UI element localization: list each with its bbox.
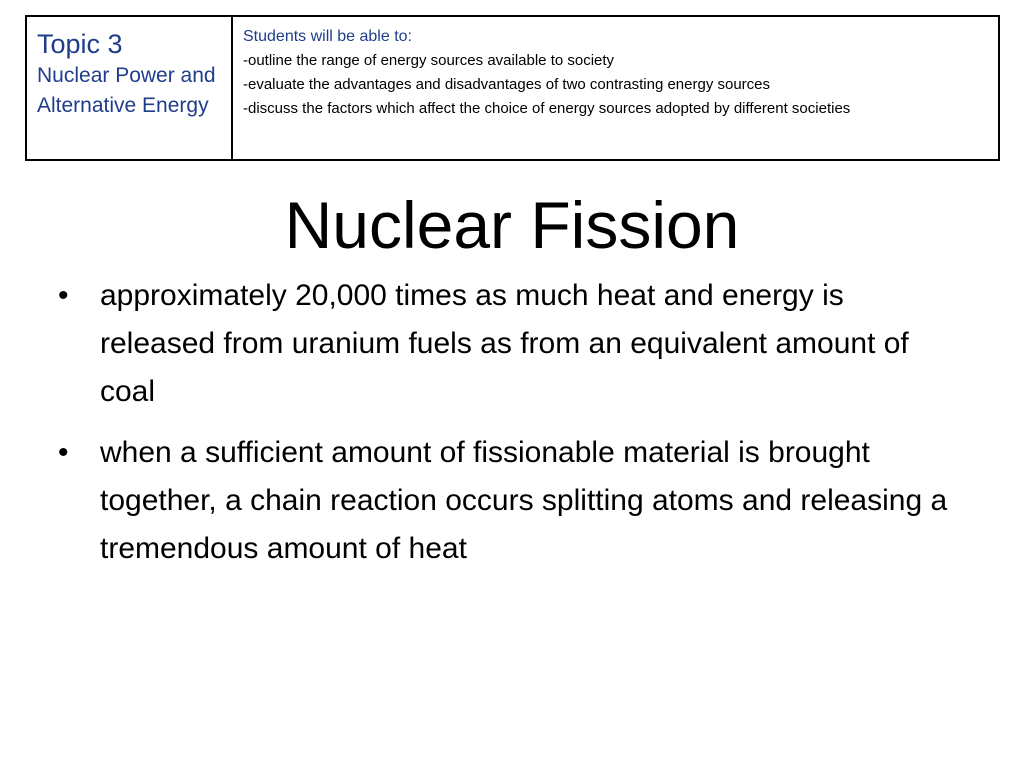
objectives-cell bbox=[233, 17, 998, 159]
topic-header-table bbox=[25, 15, 1000, 161]
topic-cell bbox=[27, 17, 233, 159]
bullet-dot-icon: • bbox=[58, 436, 69, 469]
objective-item: -evaluate the advantages and disadvantages of two contrasting energy sources bbox=[243, 76, 771, 93]
bullet-item bbox=[58, 429, 948, 573]
objectives-list bbox=[243, 49, 990, 121]
slide-title: Nuclear Fission bbox=[284, 188, 740, 262]
bullet-item bbox=[58, 272, 948, 416]
topic-name: Nuclear Power and Alternative Energy bbox=[37, 64, 216, 117]
bullet-dot-icon: • bbox=[58, 279, 69, 312]
objectives-heading: Students will be able to: bbox=[243, 28, 412, 45]
bullet-list bbox=[58, 272, 948, 586]
bullet-text: when a sufficient amount of fissionable material is brought together, a chain reaction occurs splitting atoms and releasing a tremendous amount of heat bbox=[100, 436, 948, 565]
objective-item: -discuss the factors which affect the choice of energy sources adopted by different societies bbox=[243, 100, 851, 117]
topic-number: Topic 3 bbox=[37, 29, 123, 59]
objective-item: -outline the range of energy sources available to society bbox=[243, 52, 615, 69]
bullet-text: approximately 20,000 times as much heat and energy is released from uranium fuels as from an equivalent amount of coal bbox=[100, 279, 909, 408]
